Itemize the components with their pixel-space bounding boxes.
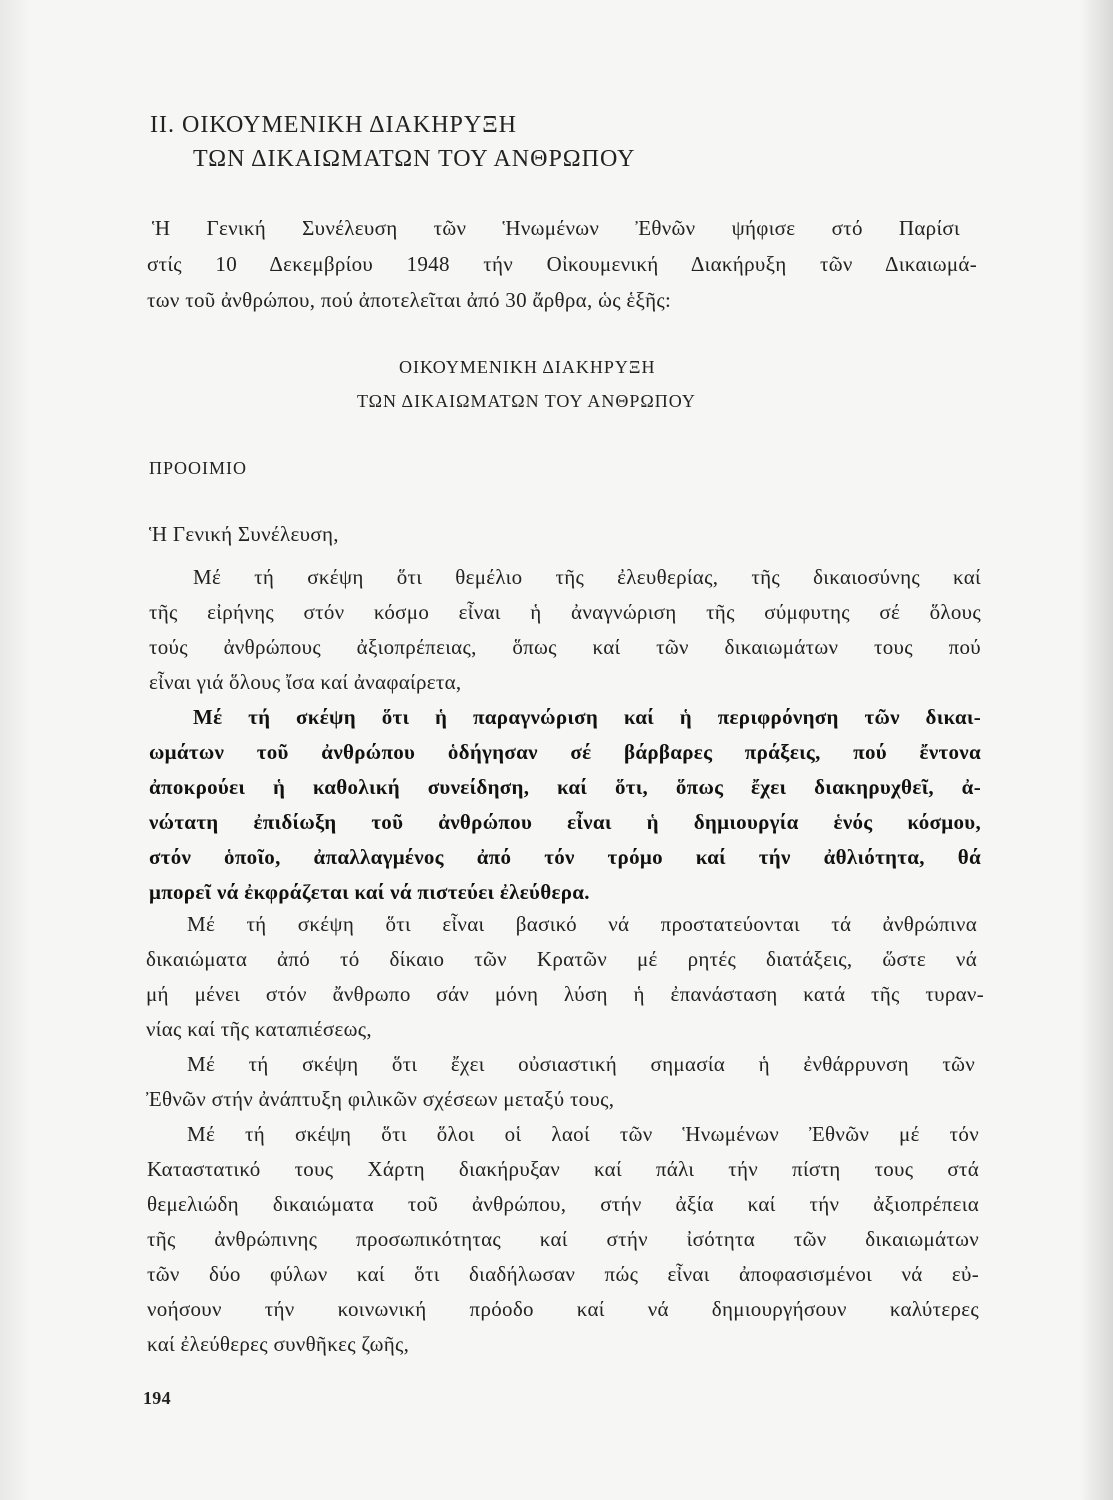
p2-line-2: ωμάτων τοῦ ἀνθρώπου ὁδήγησαν σέ βάρβαρες πράξεις, πού ἔντονα bbox=[149, 740, 981, 764]
heading-line-1: II. ΟΙΚΟΥΜΕΝΙΚΗ ΔΙΑΚΗΡΥΞΗ bbox=[150, 112, 517, 138]
p1-line-4: εἶναι γιά ὅλους ἴσα καί ἀναφαίρετα, bbox=[149, 670, 462, 694]
p3-line-4: νίας καί τῆς καταπιέσεως, bbox=[146, 1017, 372, 1041]
p1-line-1: Μέ τή σκέψη ὅτι θεμέλιο τῆς ἐλευθερίας, τῆς δικαιοσύνης καί bbox=[193, 565, 981, 589]
intro-line-3: των τοῦ ἀνθρώπου, πού ἀποτελεῖται ἀπό 30 ἄρθρα, ὡς ἑξῆς: bbox=[147, 288, 672, 312]
p2-line-4: νώτατη ἐπιδίωξη τοῦ ἀνθρώπου εἶναι ἡ δημιουργία ἑνός κόσμου, bbox=[149, 810, 981, 834]
p5-line-5: τῶν δύο φύλων καί ὅτι διαδήλωσαν πώς εἶναι ἀποφασισμένοι νά εὐ- bbox=[147, 1262, 979, 1286]
p2-line-1: Μέ τή σκέψη ὅτι ἡ παραγνώριση καί ἡ περιφρόνηση τῶν δικαι- bbox=[193, 705, 981, 729]
subheading-line-2: ΤΩΝ ΔΙΚΑΙΩΜΑΤΩΝ ΤΟΥ ΑΝΘΡΩΠΟΥ bbox=[357, 391, 696, 411]
p3-line-2: δικαιώματα ἀπό τό δίκαιο τῶν Κρατῶν μέ ρητές διατάξεις, ὥστε νά bbox=[146, 947, 977, 971]
p2-line-6: μπορεῖ νά ἐκφράζεται καί νά πιστεύει ἐλεύθερα. bbox=[149, 880, 590, 904]
p5-line-2: Καταστατικό τους Χάρτη διακήρυξαν καί πάλι τήν πίστη τους στά bbox=[147, 1157, 979, 1181]
p4-line-2: Ἐθνῶν στήν ἀνάπτυξη φιλικῶν σχέσεων μεταξύ τους, bbox=[146, 1087, 615, 1111]
p3-line-3: μή μένει στόν ἄνθρωπο σάν μόνη λύση ἡ ἐπανάσταση κατά τῆς τυραν- bbox=[146, 982, 984, 1006]
section-label: ΠΡΟΟΙΜΙΟ bbox=[149, 458, 247, 478]
p3-line-1: Μέ τή σκέψη ὅτι εἶναι βασικό νά προστατεύονται τά ἀνθρώπινα bbox=[187, 912, 977, 936]
p5-line-1: Μέ τή σκέψη ὅτι ὅλοι οἱ λαοί τῶν Ἡνωμένων Ἐθνῶν μέ τόν bbox=[187, 1122, 979, 1146]
p2-line-3: ἀποκρούει ἡ καθολική συνείδηση, καί ὅτι, ὅπως ἔχει διακηρυχθεῖ, ἀ- bbox=[149, 775, 981, 799]
p2-line-5: στόν ὁποῖο, ἀπαλλαγμένος ἀπό τόν τρόμο καί τήν ἀθλιότητα, θά bbox=[149, 845, 981, 869]
salutation: Ἡ Γενική Συνέλευση, bbox=[149, 522, 339, 546]
p1-line-3: τούς ἀνθρώπους ἀξιοπρέπειας, ὅπως καί τῶν δικαιωμάτων τους πού bbox=[149, 635, 981, 659]
p4-line-1: Μέ τή σκέψη ὅτι ἔχει οὐσιαστική σημασία ἡ ἐνθάρρυνση τῶν bbox=[187, 1052, 975, 1076]
heading-line-2: ΤΩΝ ΔΙΚΑΙΩΜΑΤΩΝ ΤΟΥ ΑΝΘΡΩΠΟΥ bbox=[193, 146, 636, 172]
p1-line-2: τῆς εἰρήνης στόν κόσμο εἶναι ἡ ἀναγνώριση τῆς σύμφυτης σέ ὅλους bbox=[149, 600, 981, 624]
p5-line-7: καί ἐλεύθερες συνθῆκες ζωῆς, bbox=[147, 1332, 410, 1356]
page-number: 194 bbox=[143, 1388, 171, 1408]
p5-line-3: θεμελιώδη δικαιώματα τοῦ ἀνθρώπου, στήν ἀξία καί τήν ἀξιοπρέπεια bbox=[147, 1192, 979, 1216]
intro-line-1: Ἡ Γενική Συνέλευση τῶν Ἡνωμένων Ἐθνῶν ψήφισε στό Παρίσι bbox=[152, 216, 960, 240]
p5-line-6: νοήσουν τήν κοινωνική πρόοδο καί νά δημιουργήσουν καλύτερες bbox=[147, 1297, 979, 1321]
p5-line-4: τῆς ἀνθρώπινης προσωπικότητας καί στήν ἰσότητα τῶν δικαιωμάτων bbox=[147, 1227, 979, 1251]
intro-line-2: στίς 10 Δεκεμβρίου 1948 τήν Οἰκουμενική Διακήρυξη τῶν Δικαιωμά- bbox=[147, 252, 977, 276]
subheading-line-1: ΟΙΚΟΥΜΕΝΙΚΗ ΔΙΑΚΗΡΥΞΗ bbox=[399, 357, 656, 377]
